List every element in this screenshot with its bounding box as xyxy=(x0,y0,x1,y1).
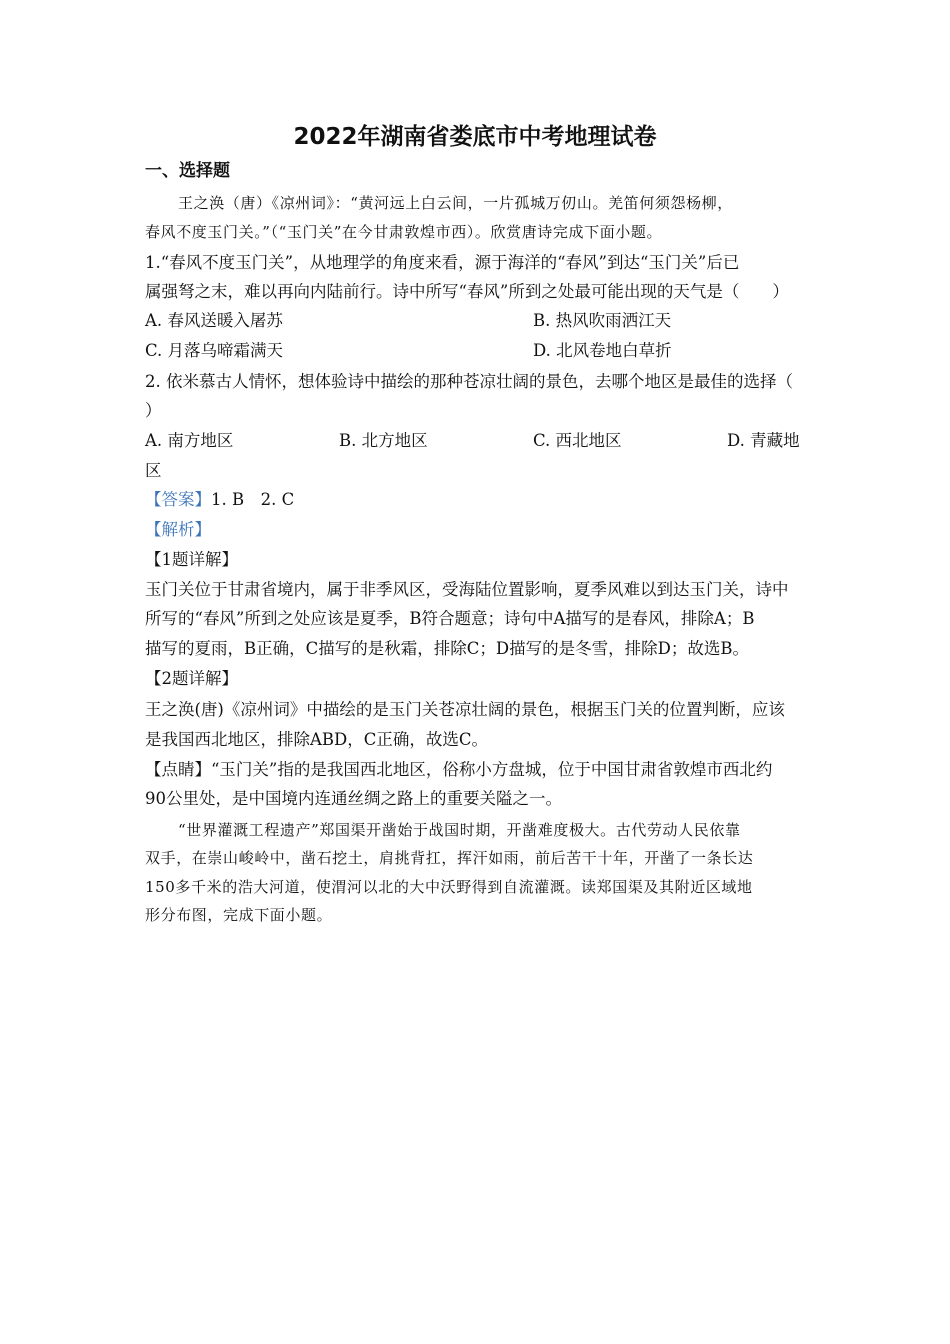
question1-option-c: C. 月落乌啼霜满天 xyxy=(145,341,284,360)
question1-option-d: D. 北风卷地白草折 xyxy=(533,341,672,360)
passage1-line1: 王之涣（唐）《凉州词》：“黄河远上白云间，一片孤城万仞山。羌笛何须怨杨柳， xyxy=(178,194,733,212)
question1-option-a: A. 春风送暖入屠苏 xyxy=(145,311,283,330)
detail2-heading: 【2题详解】 xyxy=(145,669,238,688)
question2-option-a: A. 南方地区 xyxy=(145,431,234,450)
question2-option-c: C. 西北地区 xyxy=(533,431,622,450)
question2-option-d-wrap: 区 xyxy=(145,461,162,480)
analysis-label: 【解析】 xyxy=(145,520,211,539)
passage2-line1: “世界灌溉工程遗产”郑国渠开凿始于战国时期，开凿难度极大。古代劳动人民依靠 xyxy=(178,821,741,839)
answer-line xyxy=(145,490,294,510)
detail2-line1: 王之涣(唐)《凉州词》中描绘的是玉门关苍凉壮阔的景色，根据玉门关的位置判断，应该 xyxy=(145,700,785,719)
detail1-heading: 【1题详解】 xyxy=(145,550,238,569)
question2-option-b: B. 北方地区 xyxy=(339,431,428,450)
detail1-line3: 描写的夏雨，B正确，C描写的是秋霜，排除C；D描写的是冬雪，排除D；故选B。 xyxy=(145,639,749,658)
passage2-line3: 150多千米的浩大河道，使渭河以北的大中沃野得到自流灌溉。读郑国渠及其附近区域地 xyxy=(145,878,753,896)
question1-line1: 1.“春风不度玉门关”，从地理学的角度来看，源于海洋的“春风”到达“玉门关”后已 xyxy=(145,253,740,272)
answer-text: 1. B 2. C xyxy=(211,490,295,509)
detail1-line2: 所写的“春风”所到之处应该是夏季，B符合题意；诗句中A描写的是春风，排除A；B xyxy=(145,609,755,628)
passage2-line4: 形分布图，完成下面小题。 xyxy=(145,906,333,924)
passage2-line2: 双手，在崇山峻岭中，凿石挖土，肩挑背扛，挥汗如雨，前后苦干十年，开凿了一条长达 xyxy=(145,849,754,867)
detail1-line1: 玉门关位于甘肃省境内，属于非季风区，受海陆位置影响，夏季风难以到达玉门关，诗中 xyxy=(145,580,789,599)
remark-line1: 【点睛】“玉门关”指的是我国西北地区，俗称小方盘城，位于中国甘肃省敦煌市西北约 xyxy=(145,760,773,779)
answer-label: 【答案】 xyxy=(145,490,211,509)
question2-option-d: D. 青藏地 xyxy=(727,431,800,450)
question2-line1: 2. 依米慕古人情怀，想体验诗中描绘的那种苍凉壮阔的景色，去哪个地区是最佳的选择（ xyxy=(145,372,793,391)
detail2-line2: 是我国西北地区，排除ABD，C正确，故选C。 xyxy=(145,730,489,749)
section-heading: 一、选择题 xyxy=(145,161,230,181)
question2-line2: ） xyxy=(145,401,162,420)
question1-line2: 属强弩之末，难以再向内陆前行。诗中所写“春风”所到之处最可能出现的天气是（ ） xyxy=(145,282,789,301)
page-title: 2022年湖南省娄底市中考地理试卷 xyxy=(293,124,657,150)
passage1-line2: 春风不度玉门关。”（“玉门关”在今甘肃敦煌市西）。欣赏唐诗完成下面小题。 xyxy=(145,223,663,241)
remark-line2: 90公里处，是中国境内连通丝绸之路上的重要关隘之一。 xyxy=(145,789,562,808)
question1-option-b: B. 热风吹雨洒江天 xyxy=(533,311,672,330)
